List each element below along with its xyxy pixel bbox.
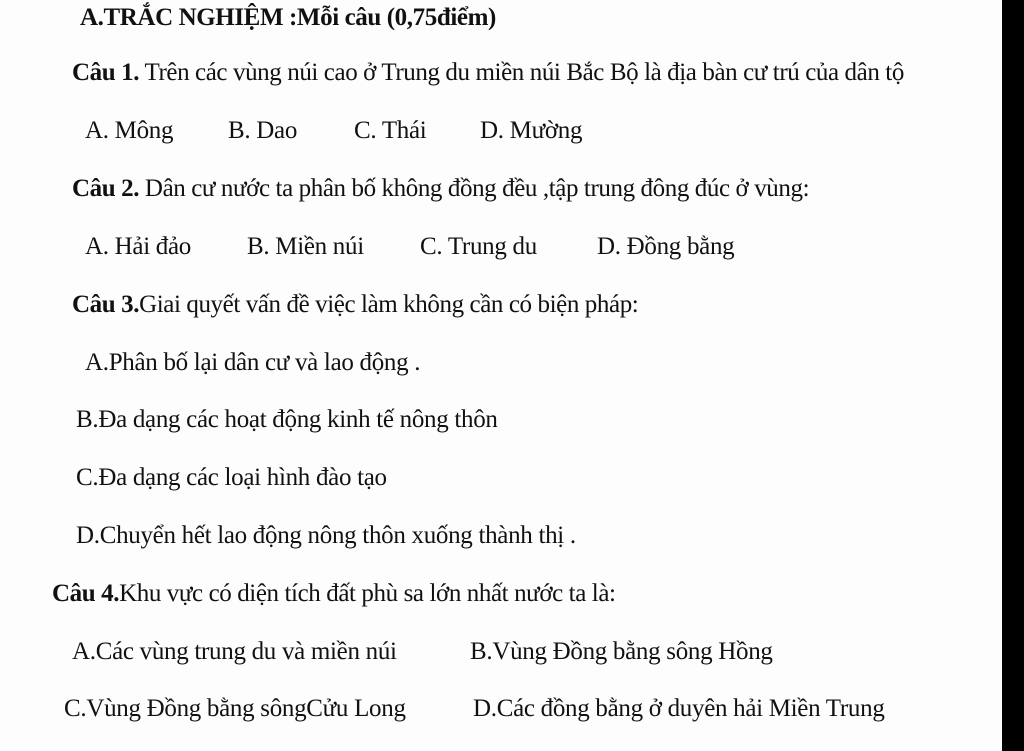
question-3 (72, 290, 638, 320)
question-4-text: Khu vực có diện tích đất phù sa lớn nhất nước ta là: (119, 580, 616, 607)
question-2-option-c: C. Trung du (420, 233, 537, 260)
question-1-label: Câu 1. (72, 59, 140, 86)
question-2-text: Dân cư nước ta phân bố không đồng đều ,tập trung đông đúc ở vùng: (139, 175, 810, 202)
question-3-option-c: C.Đa dạng các loại hình đào tạo (76, 464, 387, 491)
question-4-option-d: D.Các đồng bằng ở duyên hải Miền Trung (473, 695, 885, 722)
question-2-option-b: B. Miền núi (247, 233, 364, 260)
question-1-option-d: D. Mường (480, 117, 583, 144)
question-3-text: Giai quyết vấn đề việc làm không cần có biện pháp: (139, 291, 639, 318)
question-2-label: Câu 2. (72, 175, 140, 202)
question-1-option-b: B. Dao (228, 117, 298, 144)
question-1-option-a: A. Mông (85, 117, 174, 144)
screen-border (1002, 0, 1024, 751)
question-4-option-b: B.Vùng Đồng bằng sông Hồng (470, 638, 773, 665)
question-3-option-d: D.Chuyển hết lao động nông thôn xuống thành thị . (76, 522, 576, 549)
question-2 (72, 174, 809, 204)
question-3-option-b: B.Đa dạng các hoạt động kinh tế nông thôn (76, 406, 498, 433)
question-3-label: Câu 3. (72, 291, 140, 318)
question-1-option-c: C. Thái (354, 117, 427, 144)
section-title: A.TRẮC NGHIỆM :Mỗi câu (0,75điểm) (80, 4, 496, 31)
question-2-option-a: A. Hải đảo (85, 233, 191, 260)
question-4-option-a: A.Các vùng trung du và miền núi (72, 638, 397, 665)
question-4-label: Câu 4. (52, 580, 120, 607)
question-4 (52, 579, 616, 609)
question-1-text: Trên các vùng núi cao ở Trung du miền núi Bắc Bộ là địa bàn cư trú của dân tộ (139, 59, 904, 86)
question-2-option-d: D. Đồng bằng (597, 233, 735, 260)
question-3-option-a: A.Phân bố lại dân cư và lao động . (85, 349, 421, 376)
question-1 (72, 58, 904, 88)
question-4-option-c: C.Vùng Đồng bằng sôngCửu Long (64, 695, 406, 722)
